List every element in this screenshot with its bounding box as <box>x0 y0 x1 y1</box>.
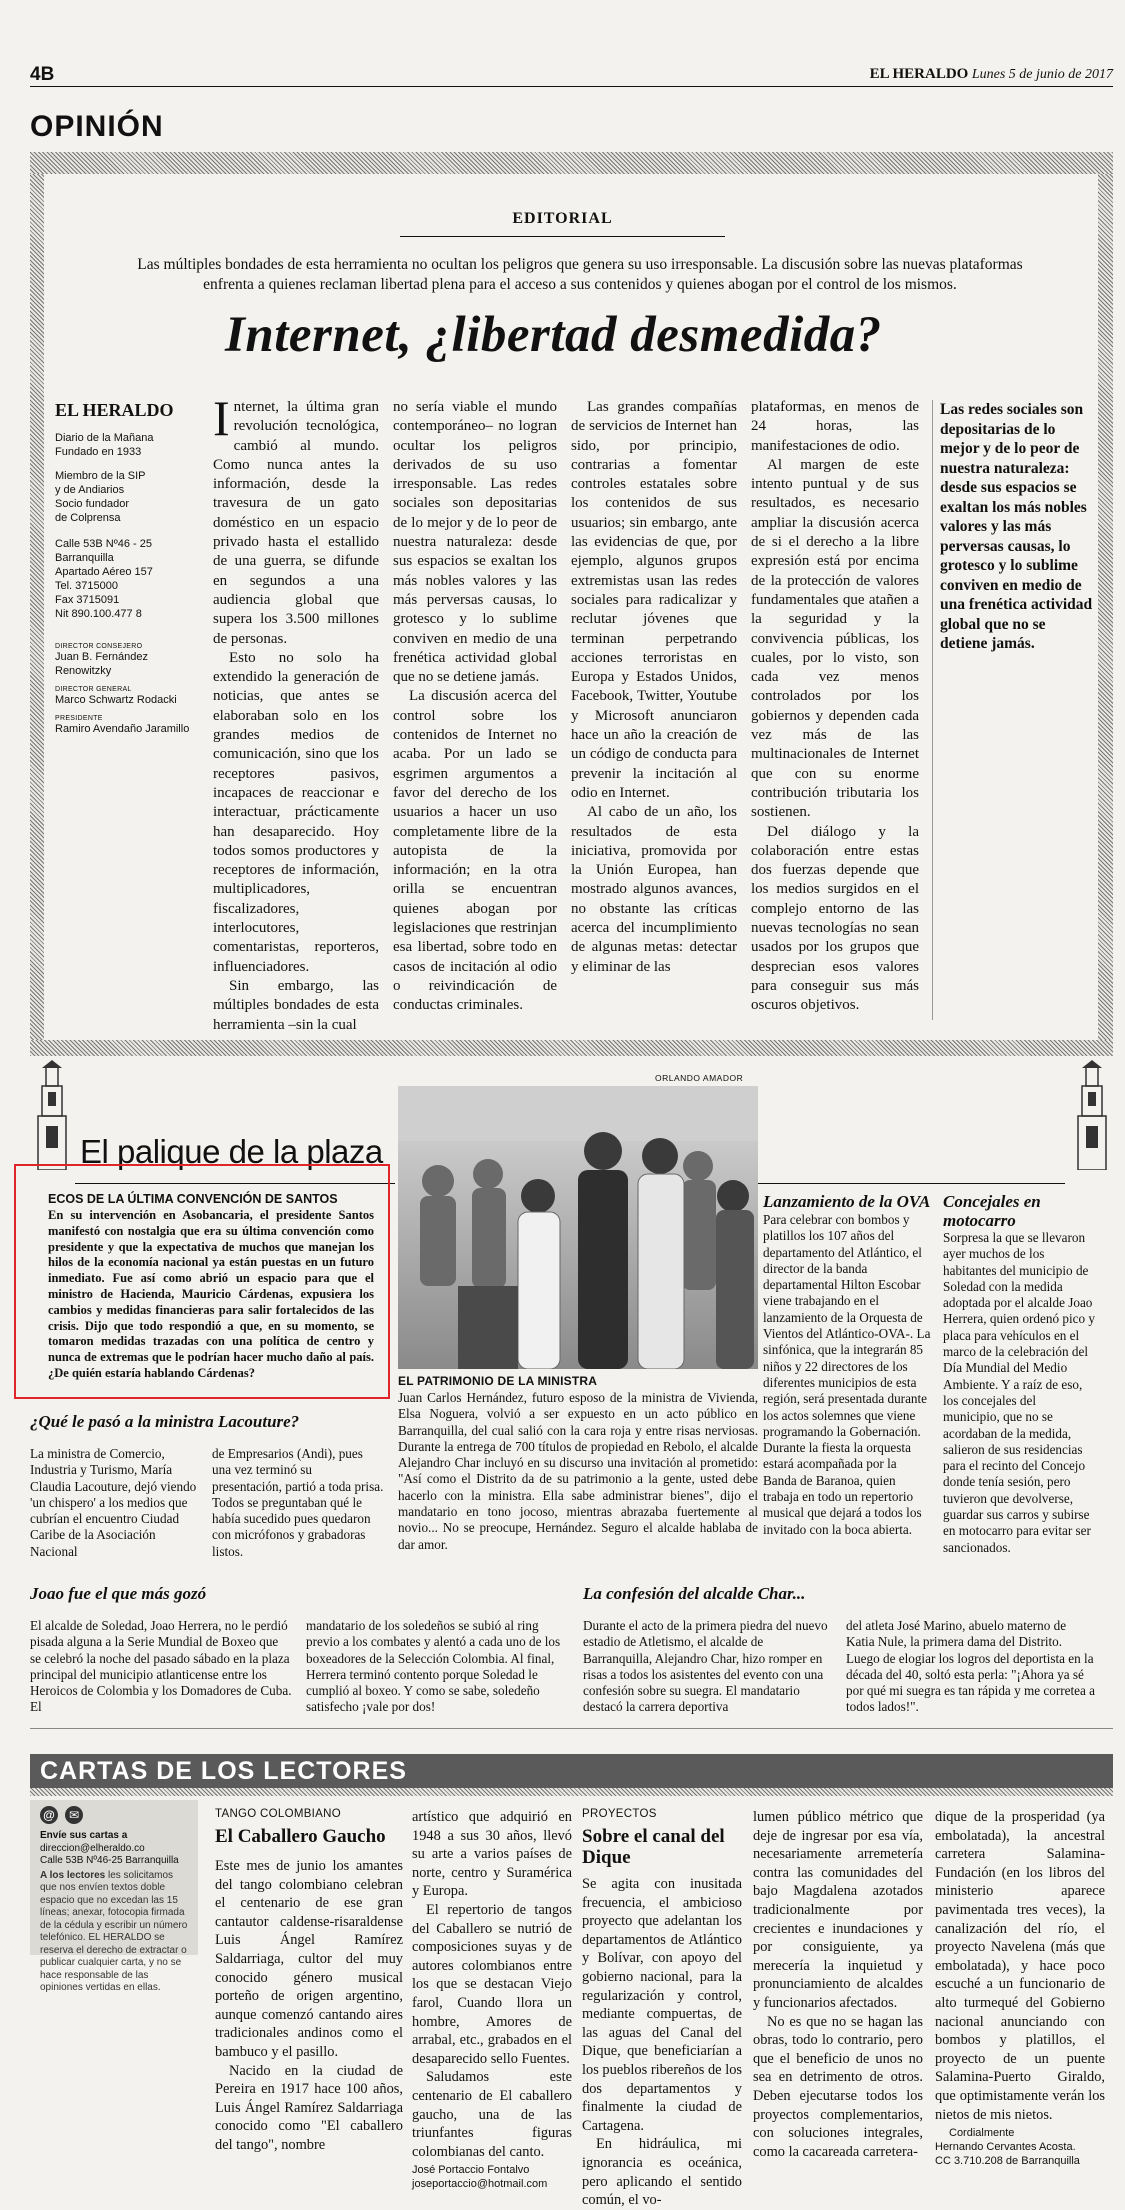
bottom-hatch-band <box>30 1040 1113 1056</box>
right-hatch-margin <box>1098 174 1113 1054</box>
staff-role: PRESIDENTE <box>55 715 103 722</box>
masthead-name: EL HERALDO <box>55 400 174 420</box>
palique-right-rule <box>755 1183 1065 1184</box>
letter-paragraph: lumen público métrico que deje de ingresar por esa vía, necesariamente arremetería contra las comunidades del bajo Magdalena azotados tradicionalmente por crecientes e inundaciones y por consiguiente, ya merecería la inquietud y pronunciamiento de alcaldes y funcionarios afectados. <box>753 1809 923 2011</box>
letter2-signature-id: CC 3.710.208 de Barranquilla <box>935 2155 1080 2168</box>
editorial-label: EDITORIAL <box>512 210 613 227</box>
masthead-line: Fundado en 1933 <box>55 446 142 458</box>
editorial-column-1 <box>213 390 379 1035</box>
letter2-column-1 <box>582 1875 742 2210</box>
editorial-paragraph: Al cabo de un año, los resultados de esta iniciativa, promovida por la Unión Europea, han mostrado algunos avances, no obstante las críticas acerca del incumplimiento de algunas metas: detectar y eliminar de las <box>571 804 737 975</box>
ova-heading: Lanzamiento de la OVA <box>763 1192 931 1211</box>
section-title: OPINIÓN <box>30 110 164 143</box>
contact-icon-group <box>40 1806 83 1824</box>
letter2-signature: Hernando Cervantes Acosta. <box>935 2141 1076 2154</box>
page-number: 4B <box>30 64 55 85</box>
letter2-kicker: PROYECTOS <box>582 1808 657 1820</box>
masthead-block-1 <box>55 431 205 459</box>
masthead-line: Fax 3715091 <box>55 594 120 606</box>
header-rule <box>30 86 1113 87</box>
issue-date: Lunes 5 de junio de 2017 <box>971 67 1113 82</box>
editorial-column-4 <box>751 398 919 1016</box>
concejales-text: Sorpresa la que se llevaron ayer muchos de los habitantes del municipio de Soledad con la medida adoptada por el alcalde Joao Herrera, quien ordenó pico y placa para vehículos en el marco de la celebración del Día Mundial del Medio Ambiente. Y a raíz de eso, los concejales del municipio, que no se acordaban de la medida, salieron de sus residencias para el recinto del Concejo donde tenía sesión, pero tuvieron que devolverse, guardar sus carros y subirse en motocarro para evitar ser sancionados. <box>943 1230 1095 1555</box>
letter2-title: Sobre el canal del Dique <box>582 1826 725 1868</box>
cartas-hatch <box>30 1788 1113 1796</box>
masthead-line: Tel. 3715000 <box>55 580 118 592</box>
staff-name: Marco Schwartz Rodacki <box>55 694 177 706</box>
editorial-column-2 <box>393 398 557 1016</box>
letter-paragraph: El repertorio de tangos del Caballero se nutrió de composiciones suyas y de autores colombianos entre los que se destacan Viejo farol, Cuando llora un hombre, Amores de arrabal, etc., grabados en el desaparecido sello Fuentes. <box>412 1901 572 2067</box>
masthead-line: de Colprensa <box>55 512 121 524</box>
palique-bottom-rule <box>30 1728 1113 1729</box>
letter-paragraph: Este mes de junio los amantes del tango colombiano celebran el centenario de ese gran cantautor caldense-risaraldense Luis Ángel Ramírez Saldarriaga, cultor del muy conocido género musical porteño de origen argentino, aunque comenzó cantando aires tradicionales andinos como el bambuco y el pasillo. <box>215 1858 403 2060</box>
editorial-paragraph: nternet, la última gran revolución tecnológica, cambió al mundo. Como nunca antes la información, desde la travesura de un gato doméstico en un espacio privado hasta el estallido de una guerra, se difunde en segundos a una audiencia global que supera los 3.500 millones de personas. <box>213 399 379 647</box>
editorial-paragraph: Sin embargo, las múltiples bondades de esta herramienta –sin la cual <box>213 977 379 1033</box>
letter-paragraph: Se agita con inusitada frecuencia, el ambicioso proyecto que adelantan los departamentos de Atlántico y Bolívar, con apoyo del gobierno nacional, para la regularización y control, mediante compuertas, de las aguas del Canal del Dique, que beneficiarían a los pueblos ribereños de los dos departamentos y finalmente la ciudad de Cartagena. <box>582 1876 742 2134</box>
paper-date-line <box>870 66 1113 83</box>
lacouture-heading: ¿Qué le pasó a la ministra Lacouture? <box>30 1412 300 1431</box>
letter-paragraph: Nacido en la ciudad de Pereira en 1917 hace 100 años, Luis Ángel Ramírez Saldarriaga conocido como "El caballero del tango", nombre <box>215 2062 403 2153</box>
cartas-address: Calle 53B Nº46-25 Barranquilla <box>40 1855 179 1866</box>
editorial-lead: Las múltiples bondades de esta herramienta no ocultan los peligros que genera su uso irresponsable. La discusión sobre las nuevas plataformas enfrenta a quienes reclaman libertad plena para el acceso a sus contenidos y quienes abogan por el control de los mismos. <box>137 256 1023 293</box>
confesion-text-1: Durante el acto de la primera piedra del nuevo estadio de Atletismo, el alcalde de Barranquilla, Alejandro Char, hizo romper en risas a todos los asistentes del evento con una confesión sobre su suegra. El mandatario destacó la carrera deportiva <box>583 1618 828 1715</box>
envelope-icon: ✉ <box>65 1806 83 1824</box>
cartas-email: direccion@elheraldo.co <box>40 1842 145 1854</box>
editorial-title: Internet, ¿libertad desmedida? <box>225 307 882 363</box>
envie-label: Envíe sus cartas a <box>40 1830 128 1841</box>
lectores-text: les solicitamos que nos envíen textos doble espacio que no excedan las 15 líneas; anexar, fotocopia firmada de la cédula y escribir un número telefónico. EL HERALDO se reserva el derecho de extractar o publicar cualquier carta, y no se hace responsable de las opiniones vertidas en ellas. <box>40 1869 188 1993</box>
letter-paragraph: dique de la prosperidad (ya embolatada), la ancestral carretera Salamina-Fundación (en los libros del ministerio aparece pavimentada tres veces), la canalización del río, el proyecto Navelena (más que embolatada), y hace poco escuché a un funcionario de alto turmequé del Gobierno nacional anunciando con bombos y platillos, el proyecto de un puente Salamina-Puerto Giraldo, que optimistamente verán los nietos de mis nietos. <box>935 1809 1105 2123</box>
confesion-text-2: del atleta José Marino, abuelo materno de Katia Nule, la primera dama del Distrito. Luego de elogiar los logros del deportista en la década del 40, soltó esta perla: "¡Ahora ya sé por qué mi suegra es tan rápida y me corretea a todos lados!". <box>846 1618 1095 1715</box>
letter1-signature: José Portaccio Fontalvo <box>412 2164 530 2177</box>
masthead-staff <box>55 643 205 736</box>
masthead-line: Socio fundador <box>55 498 129 510</box>
letter-paragraph: artístico que adquirió en 1948 a sus 30 años, llevó su arte a varios países de norte, centro y Suramérica y Europa. <box>412 1809 572 1900</box>
letter1-kicker: TANGO COLOMBIANO <box>215 1808 341 1820</box>
editorial-paragraph: plataformas, en menos de 24 horas, las manifestaciones de odio. <box>751 399 919 454</box>
editorial-column-3 <box>571 398 737 977</box>
letter2-column-3 <box>935 1808 1105 2168</box>
editorial-paragraph: Las grandes compañías de servicios de Internet han sido, por principio, contrarias a fomentar controles estatales sobre los contenidos de sus usuarios; sin embargo, ante las evidencias de que, por ejemplo, algunos grupos extremistas usan las redes sociales para radicalizar y reclutar jóvenes que terminan perpetrando acciones terroristas en Europa y Estados Unidos, Facebook, Twitter, Youtube y Microsoft anunciaron hace un año la creación de un código de conducta para prevenir la incitación al odio en Internet. <box>571 399 737 801</box>
joao-heading: Joao fue el que más gozó <box>30 1584 207 1603</box>
masthead-line: Miembro de la SIP <box>55 470 146 482</box>
lacouture-text-1: La ministra de Comercio, Industria y Turismo, María Claudia Lacouture, dejó viendo 'un chispero' a los medios que cubrían el encuentro Ciudad Caribe de la Asociación Nacional <box>30 1446 197 1559</box>
staff-role: DIRECTOR GENERAL <box>55 686 132 693</box>
masthead-line: Calle 53B Nº46 - 25 <box>55 538 152 550</box>
patrimonio-heading: EL PATRIMONIO DE LA MINISTRA <box>398 1374 598 1388</box>
ova-text: Para celebrar con bombos y platillos los 107 años del departamento del Atlántico, el director de la banda departamental Hilton Escobar viene trabajando en el lanzamiento de la Orquesta de Vientos del Atlántico-OVA-. La sinfónica, que la integrarán 85 niños y 22 directores de los diferentes municipios de esta región, será presentada durante los actos solemnes que viene programando la Gobernación. Durante la fiesta la orquesta estará acompañada por la Banda de Baranoa, quien trabaja en todo un repertorio musical que dejará a todos los invitado con la boca abierta. <box>763 1212 931 1537</box>
lacouture-text-2: de Empresarios (Andi), pues una vez terminó su presentación, partió a toda prisa. Todos se preguntaban qué le había sucedido pues quedaron con micrófonos y grabadoras listos. <box>212 1446 384 1559</box>
cartas-sidebar-text <box>40 1830 192 1995</box>
editorial-paragraph: Esto no solo ha extendido la generación de noticias, que antes se elaboraban solo en los grandes medios de comunicación, sino que los receptores pasivos, incapaces de reaccionar e interactuar, prácticamente han desaparecido. Hoy todos somos productores y receptores de información, multiplicadores, fiscalizadores, interlocutores, comentaristas, reporteros, influenciadores. <box>213 649 379 975</box>
ministra-photo <box>398 1086 758 1369</box>
masthead-line: Barranquilla <box>55 552 114 564</box>
pullquote-divider <box>932 400 933 1020</box>
editorial-paragraph: no sería viable el mundo contemporáneo– no logran ocultar los peligros derivados de su uso irresponsable. Las redes sociales son depositarias de lo mejor y de lo peor de nuestra naturaleza: desde sus espacios se exaltan los más nobles valores y las más perversas causas, lo grotesco y lo sublime conviven en medio de una frenética actividad global que no se detiene jamás. <box>393 399 557 686</box>
staff-role: DIRECTOR CONSEJERO <box>55 643 143 650</box>
letter1-column-1 <box>215 1857 403 2155</box>
masthead-block-2 <box>55 469 205 525</box>
ecos-text: En su intervención en Asobancaria, el presidente Santos manifestó con nostalgia que era su última convención como presidente y que la expectativa de muchos que manejan los hilos de la economía nacional ya están puestas en un futuro inmediato. Fue así como abrió un espacio para que el ministro de Hacienda, Mauricio Cárdenas, expusiera los cambios y medidas financieras para salir fortalecidos de las crisis. Dijo que todo respondió a que, en su momento, se tomaron medidas trazadas con una política de centro y nunca de extremas que le podrían hacer mucho daño al país. ¿De quién estaría hablando Cárdenas? <box>48 1208 374 1380</box>
left-hatch-margin <box>30 174 44 1054</box>
patrimonio-text: Juan Carlos Hernández, futuro esposo de la ministra de Vivienda, Elsa Noguera, volvió a ser expuesto en un acto público en Barranquilla, del cual salió con la cara roja y entre risas nerviosas. Durante la entrega de 700 títulos de propiedad en Rebolo, el alcalde Alejandro Char incluyó en su discurso una invitación al prometido: "Así como el Distrito da de su patrimonio a la gente, usted debe hacerlo con la ministra. Ella sabe administrar bienes", dijo el mandatario en tono jocoso, mientras abrazaba fuertemente al novio... No se preocupe, Hernández. Seguro el alcalde hablaba de dar amor. <box>398 1390 758 1552</box>
joao-text-1: El alcalde de Soledad, Joao Herrera, no le perdió pisada alguna a la Serie Mundial de Boxeo que se celebró la noche del pasado sábado en la plaza principal del municipio atlanticense entre los Heroicos de Colombia y los Domadores de Cuba. El <box>30 1618 292 1715</box>
ecos-heading: ECOS DE LA ÚLTIMA CONVENCIÓN DE SANTOS <box>48 1192 338 1206</box>
masthead-block-3 <box>55 537 205 621</box>
tower-left-icon <box>32 1060 72 1170</box>
masthead <box>55 400 205 736</box>
letter-paragraph: Saludamos este centenario de El caballero gaucho, una de las triunfantes figuras colombianas del canto. <box>412 2069 572 2160</box>
letter-paragraph: En hidráulica, mi ignorancia es oceánica, pero aplicando el sentido común, el vo- <box>582 2136 742 2209</box>
masthead-line: Diario de la Mañana <box>55 432 154 444</box>
photo-credit: ORLANDO AMADOR <box>655 1073 744 1083</box>
at-icon: @ <box>40 1806 58 1824</box>
paper-name: EL HERALDO <box>869 66 969 82</box>
editorial-paragraph: La discusión acerca del control sobre los contenidos de Internet no acaba. Por un lado se esgrimen argumentos a favor del derecho de los usuarios a hacer un uso completamente libre de la autopista de la información; en la otra orilla se encuentran quienes abogan por legislaciones que restrinjan esa libertad, sobre todo en casos de incitación al odio o reivindicación de conductas criminales. <box>393 688 557 1014</box>
letter1-title: El Caballero Gaucho <box>215 1826 386 1847</box>
letter1-signature-email: joseportaccio@hotmail.com <box>412 2178 548 2191</box>
palique-title: El palique de la plaza <box>80 1133 383 1170</box>
letter1-column-2 <box>412 1808 572 2191</box>
letter2-closing: Cordialmente <box>949 2127 1015 2140</box>
lectores-bold: A los lectores <box>40 1869 106 1881</box>
cartas-banner-title: CARTAS DE LOS LECTORES <box>40 1757 407 1785</box>
letter2-column-2 <box>753 1808 923 2161</box>
editorial-label-rule <box>400 236 725 237</box>
staff-name: Ramiro Avendaño Jaramillo <box>55 723 190 735</box>
confesion-heading: La confesión del alcalde Char... <box>583 1584 806 1603</box>
cartas-banner <box>30 1754 1113 1788</box>
editorial-paragraph: Del diálogo y la colaboración entre estas dos fuerzas depende que los medios surgidos en el complejo entorno de las nuevas tecnologías no sean usados por los grupos que desprecian esos valores para conseguir sus más oscuros objetivos. <box>751 823 919 1014</box>
masthead-line: y de Andiarios <box>55 484 125 496</box>
joao-text-2: mandatario de los soledeños se subió al ring previo a los combates y alentó a cada uno de los boxeadores de la Selección Colombia. Al final, Herrera terminó contento porque Soledad le cumplió al boxeo. Y como se sabe, soledeño satisfecho ¡vale por dos! <box>306 1618 561 1715</box>
masthead-line: Nit 890.100.477 8 <box>55 608 142 620</box>
concejales-heading: Concejales en motocarro <box>943 1192 1041 1230</box>
masthead-line: Apartado Aéreo 157 <box>55 566 153 578</box>
editorial-paragraph: Al margen de este intento puntual y de sus resultados, es necesario ampliar la discusión acerca de si el derecho a la libre expresión está por encima de la protección de valores fundamentales que atañen a la seguridad y la convivencia públicas, los cuales, por lo visto, son cada vez menos controlados por los gobiernos y dependen cada vez más de las multinacionales de Internet que con su enorme contribución tributaria los sostienen. <box>751 456 919 821</box>
letter-paragraph: No es que no se hagan las obras, todo lo contrario, pero que el beneficio de unos no sea en detrimento de otros. Deben ejecutarse todos los proyectos complementarios, con soluciones integrales, como la cacareada carretera- <box>753 2013 923 2160</box>
editorial-pullquote: Las redes sociales son depositarias de lo mejor y de lo peor de nuestra naturaleza: desde sus espacios se exaltan los más nobles valores y las más perversas causas, lo grotesco y lo sublime conviven en medio de una frenética actividad global que no se detiene jamás. <box>940 401 1093 652</box>
tower-right-icon <box>1072 1060 1112 1170</box>
drop-cap: I <box>213 390 230 446</box>
staff-name: Juan B. Fernández Renowitzky <box>55 651 148 677</box>
section-hatch-band <box>30 152 1113 174</box>
